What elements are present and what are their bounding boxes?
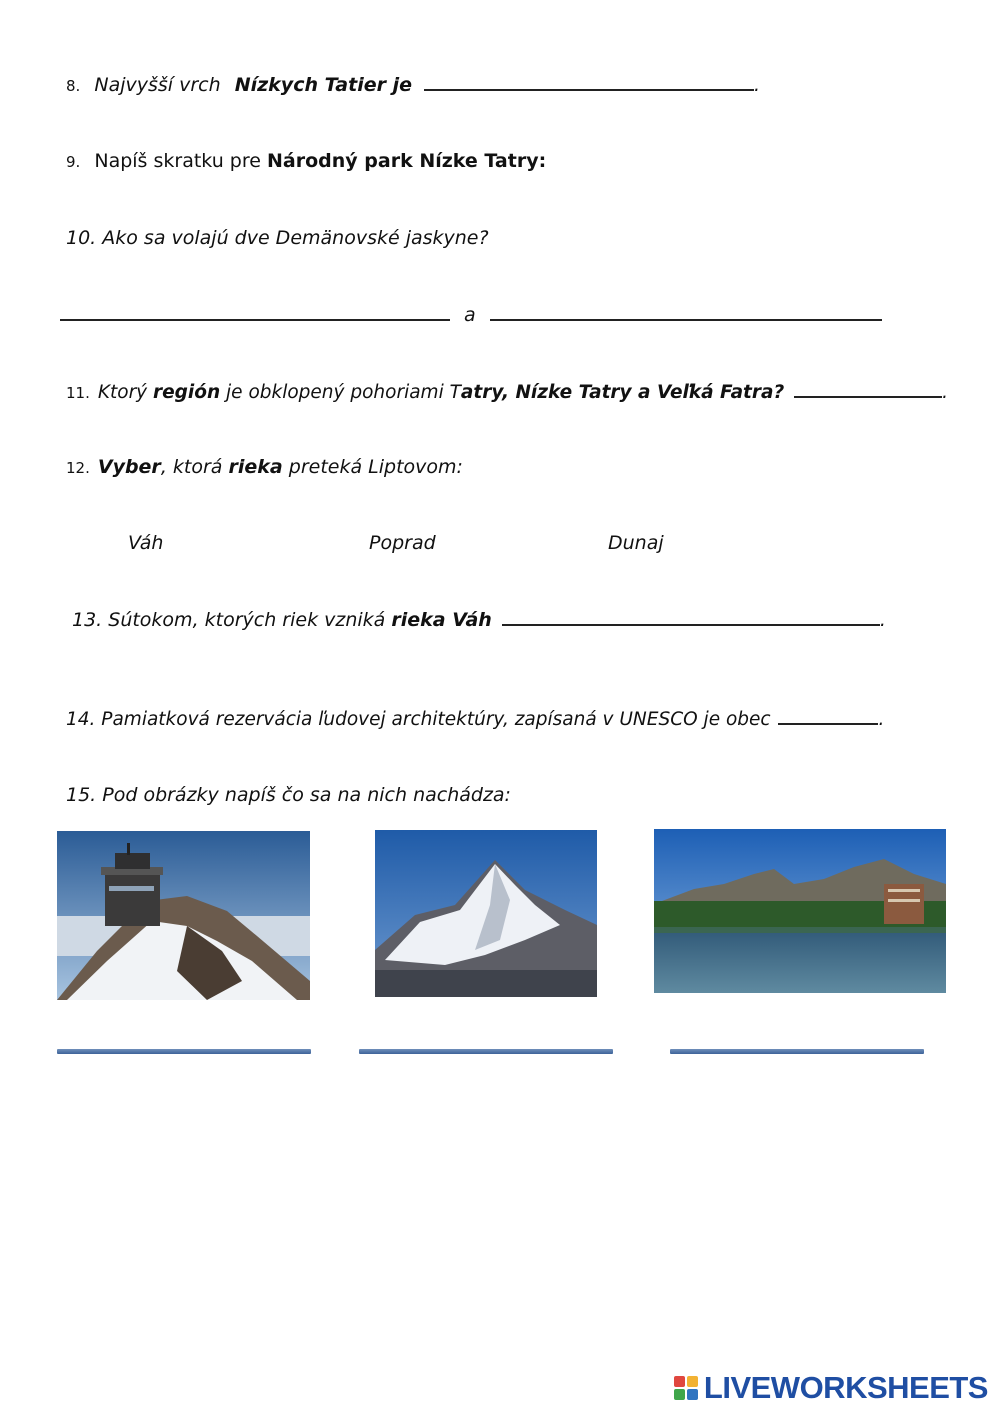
option-dunaj[interactable]: Dunaj (608, 532, 664, 554)
period: . (942, 382, 949, 403)
question-text: preteká Liptovom: (288, 456, 463, 478)
question-text: 13. Sútokom, ktorých riek vzniká (72, 609, 386, 631)
period: . (754, 74, 761, 96)
question-number: 11. (66, 384, 90, 402)
answer-blank[interactable] (60, 303, 450, 321)
answer-blank[interactable] (490, 303, 882, 321)
connector-word: a (464, 304, 476, 326)
question-bold-text: región (153, 382, 221, 403)
logo-mark-icon (674, 1376, 698, 1400)
question-bold-text: rieka (228, 456, 283, 478)
question-10 (66, 227, 489, 249)
question-text: Najvyšší vrch (94, 74, 221, 96)
photo-lake (654, 829, 946, 993)
question-12 (66, 456, 463, 478)
answer-blank[interactable] (424, 73, 754, 91)
option-poprad[interactable]: Poprad (369, 532, 436, 554)
question-bold-text: Nízkych Tatier je (234, 74, 412, 96)
answer-blank[interactable] (778, 707, 878, 725)
answer-blank[interactable] (502, 608, 880, 626)
answer-line-1[interactable] (57, 1049, 311, 1054)
question-text: 10. Ako sa volajú dve Demänovské jaskyne? (66, 227, 489, 249)
period: . (879, 609, 886, 631)
question-13 (72, 608, 886, 631)
option-vah[interactable]: Váh (128, 532, 164, 554)
answer-line-3[interactable] (670, 1049, 924, 1054)
question-text: Ktorý (97, 382, 148, 403)
question-number: 9. (66, 153, 81, 171)
question-text: , ktorá (160, 456, 223, 478)
photo-observatory (57, 831, 310, 1000)
question-9 (66, 150, 546, 172)
question-15 (66, 784, 511, 806)
question-text: 15. Pod obrázky napíš čo sa na nich nachádza: (66, 784, 511, 806)
answer-line-2[interactable] (359, 1049, 613, 1054)
question-bold-text: Vyber (97, 456, 161, 478)
question-8 (66, 73, 760, 96)
question-bold-text: atry, Nízke Tatry a Veľká Fatra? (460, 382, 785, 403)
answer-blank[interactable] (794, 380, 942, 398)
logo-square (674, 1376, 685, 1387)
logo-square (687, 1376, 698, 1387)
photo-mountain (375, 830, 597, 997)
period: . (878, 709, 885, 730)
question-text: je obklopený pohoriami T (226, 382, 461, 403)
question-number: 8. (66, 77, 81, 95)
question-text: Napíš skratku pre (94, 150, 261, 172)
logo-square (674, 1389, 685, 1400)
question-number: 12. (66, 459, 90, 477)
question-11 (66, 380, 948, 403)
question-10-answers (60, 303, 882, 326)
question-bold-text: Národný park Nízke Tatry: (267, 150, 547, 172)
question-text: 14. Pamiatková rezervácia ľudovej architektúry, zapísaná v UNESCO je obec (66, 709, 771, 730)
logo-square (687, 1389, 698, 1400)
logo-text: LIVEWORKSHEETS (703, 1370, 988, 1405)
question-bold-text: rieka Váh (391, 609, 492, 631)
question-14 (66, 707, 884, 730)
liveworksheets-logo (674, 1370, 988, 1406)
